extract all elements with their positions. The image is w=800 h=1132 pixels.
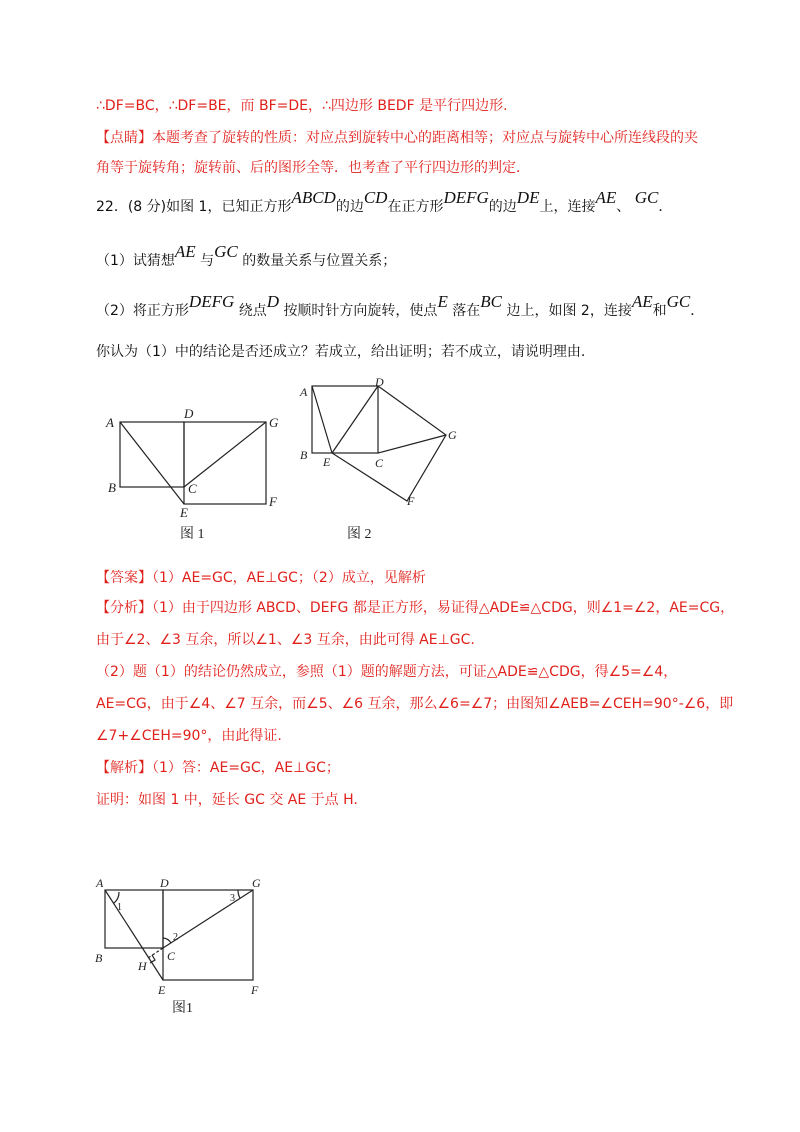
analysis-line-5: ∠7+∠CEH=90°，由此得证. bbox=[96, 728, 282, 744]
analysis-line-1: 【分析】（1）由于四边形 ABCD、DEFG 都是正方形，易证得△ADE≌△CDG，则∠1=∠2，AE=CG， bbox=[96, 600, 735, 616]
angle-1-label: 1 bbox=[117, 902, 122, 913]
label-defg: DEFG bbox=[443, 188, 489, 207]
label-ae: AE bbox=[595, 188, 617, 207]
point-e-label: E bbox=[158, 983, 166, 997]
comment-line-2: 角等于旋转角；旋转前、后的图形全等．也考查了平行四边形的判定． bbox=[96, 160, 530, 176]
point-a-label: A bbox=[106, 415, 114, 430]
point-c-label: C bbox=[188, 481, 197, 496]
segment-ae bbox=[105, 890, 163, 980]
analysis-line-2: 由于∠2、∠3 互余，所以∠1、∠3 互余，由此可得 AE⊥GC. bbox=[96, 632, 475, 648]
point-a-label: A bbox=[96, 876, 104, 890]
q22-number: 22．(8 分)如图 1，已知正方形 bbox=[96, 199, 292, 215]
angle-3-label: 3 bbox=[230, 893, 235, 904]
figure-1-caption: 图 1 bbox=[180, 527, 205, 542]
figure-2-caption: 图 2 bbox=[347, 527, 372, 542]
point-f-label: F bbox=[269, 494, 277, 509]
point-f-label: F bbox=[407, 494, 415, 508]
question-22-part1 bbox=[96, 242, 397, 271]
label-d: D bbox=[266, 292, 279, 311]
square-abcd bbox=[120, 422, 184, 487]
p2-text: 和 bbox=[652, 303, 667, 319]
point-h-label: H bbox=[138, 959, 147, 973]
question-22-part2 bbox=[96, 292, 705, 321]
figure-1 bbox=[100, 405, 300, 545]
answer-line: 【答案】（1）AE=GC，AE⊥GC；（2）成立，见解析 bbox=[96, 570, 426, 586]
label-bc: BC bbox=[480, 292, 503, 311]
angle-2-label: 2 bbox=[173, 932, 178, 943]
solution-line-2: 证明：如图 1 中，延长 GC 交 AE 于点 H. bbox=[96, 792, 358, 808]
question-22-prompt: 你认为（1）中的结论是否还成立？若成立，给出证明；若不成立，请说明理由. bbox=[96, 344, 586, 360]
figure-2 bbox=[295, 375, 470, 545]
label-gc: GC bbox=[666, 292, 691, 311]
text-line-parallelogram: ∴DF=BC，∴DF=BE，而 BF=DE，∴四边形 BEDF 是平行四边形. bbox=[96, 98, 508, 114]
label-e: E bbox=[437, 292, 448, 311]
square-defg bbox=[332, 386, 446, 501]
point-d-label: D bbox=[184, 406, 194, 421]
point-b-label: B bbox=[95, 951, 103, 965]
segment-ae bbox=[120, 422, 184, 504]
point-g-label: G bbox=[252, 876, 261, 890]
label-gc: GC bbox=[634, 188, 659, 207]
square-abcd bbox=[105, 890, 163, 948]
p2-text: 按顺时针方向旋转，使点 bbox=[283, 303, 438, 319]
point-d-label: D bbox=[375, 375, 384, 389]
angle-2-arc bbox=[163, 938, 171, 943]
point-b-label: B bbox=[108, 480, 116, 495]
label-de: DE bbox=[516, 188, 540, 207]
point-g-label: G bbox=[269, 415, 279, 430]
point-a-label: A bbox=[300, 385, 308, 399]
p1-text: （1）试猜想 bbox=[96, 253, 175, 269]
analysis-line-3: （2）题（1）的结论仍然成立，参照（1）题的解题方法，可证△ADE≌△CDG，得∠5=∠4， bbox=[96, 664, 678, 680]
point-b-label: B bbox=[300, 448, 308, 462]
p2-text: 边上，如图 2，连接 bbox=[506, 303, 632, 319]
analysis-line-4: AE=CG，由于∠4、∠7 互余，而∠5、∠6 互余，那么∠6=∠7；由图知∠AEB=∠CEH=90°-∠6，即 bbox=[96, 696, 734, 712]
point-g-label: G bbox=[448, 428, 457, 442]
point-c-label: C bbox=[375, 456, 384, 470]
segment-gc bbox=[184, 422, 266, 487]
q22-text: 、 bbox=[616, 199, 631, 215]
segment-ae bbox=[312, 386, 332, 453]
point-d-label: D bbox=[160, 876, 169, 890]
point-e-label: E bbox=[323, 455, 331, 469]
label-ae: AE bbox=[631, 292, 653, 311]
label-cd: CD bbox=[363, 188, 388, 207]
q22-text: 的边 bbox=[335, 199, 364, 215]
point-c-label: C bbox=[167, 949, 176, 963]
q22-text: ． bbox=[658, 199, 673, 215]
q22-text: 在正方形 bbox=[387, 199, 444, 215]
question-22-stem bbox=[96, 188, 673, 217]
q22-text: 上，连接 bbox=[539, 199, 596, 215]
figure-3 bbox=[90, 870, 275, 1020]
point-e-label: E bbox=[180, 505, 188, 520]
segment-ch-extension bbox=[148, 948, 163, 958]
solution-line-1: 【解析】（1）答：AE=GC，AE⊥GC； bbox=[96, 760, 340, 776]
point-f-label: F bbox=[251, 983, 259, 997]
segment-gc bbox=[378, 435, 446, 453]
p2-text: ． bbox=[690, 303, 705, 319]
angle-3-arc bbox=[238, 890, 240, 898]
p1-text: 的数量关系与位置关系； bbox=[242, 253, 397, 269]
label-defg: DEFG bbox=[188, 292, 235, 311]
comment-line-1: 【点睛】本题考查了旋转的性质：对应点到旋转中心的距离相等；对应点与旋转中心所连线段的夹 bbox=[96, 130, 698, 146]
p2-text: （2）将正方形 bbox=[96, 303, 189, 319]
label-abcd: ABCD bbox=[291, 188, 336, 207]
label-ae: AE bbox=[174, 242, 196, 261]
figure-3-caption: 图1 bbox=[172, 1001, 193, 1016]
p2-text: 落在 bbox=[452, 303, 481, 319]
p1-text: 与 bbox=[200, 253, 215, 269]
label-gc: GC bbox=[214, 242, 238, 261]
q22-text: 的边 bbox=[488, 199, 517, 215]
p2-text: 绕点 bbox=[238, 303, 267, 319]
